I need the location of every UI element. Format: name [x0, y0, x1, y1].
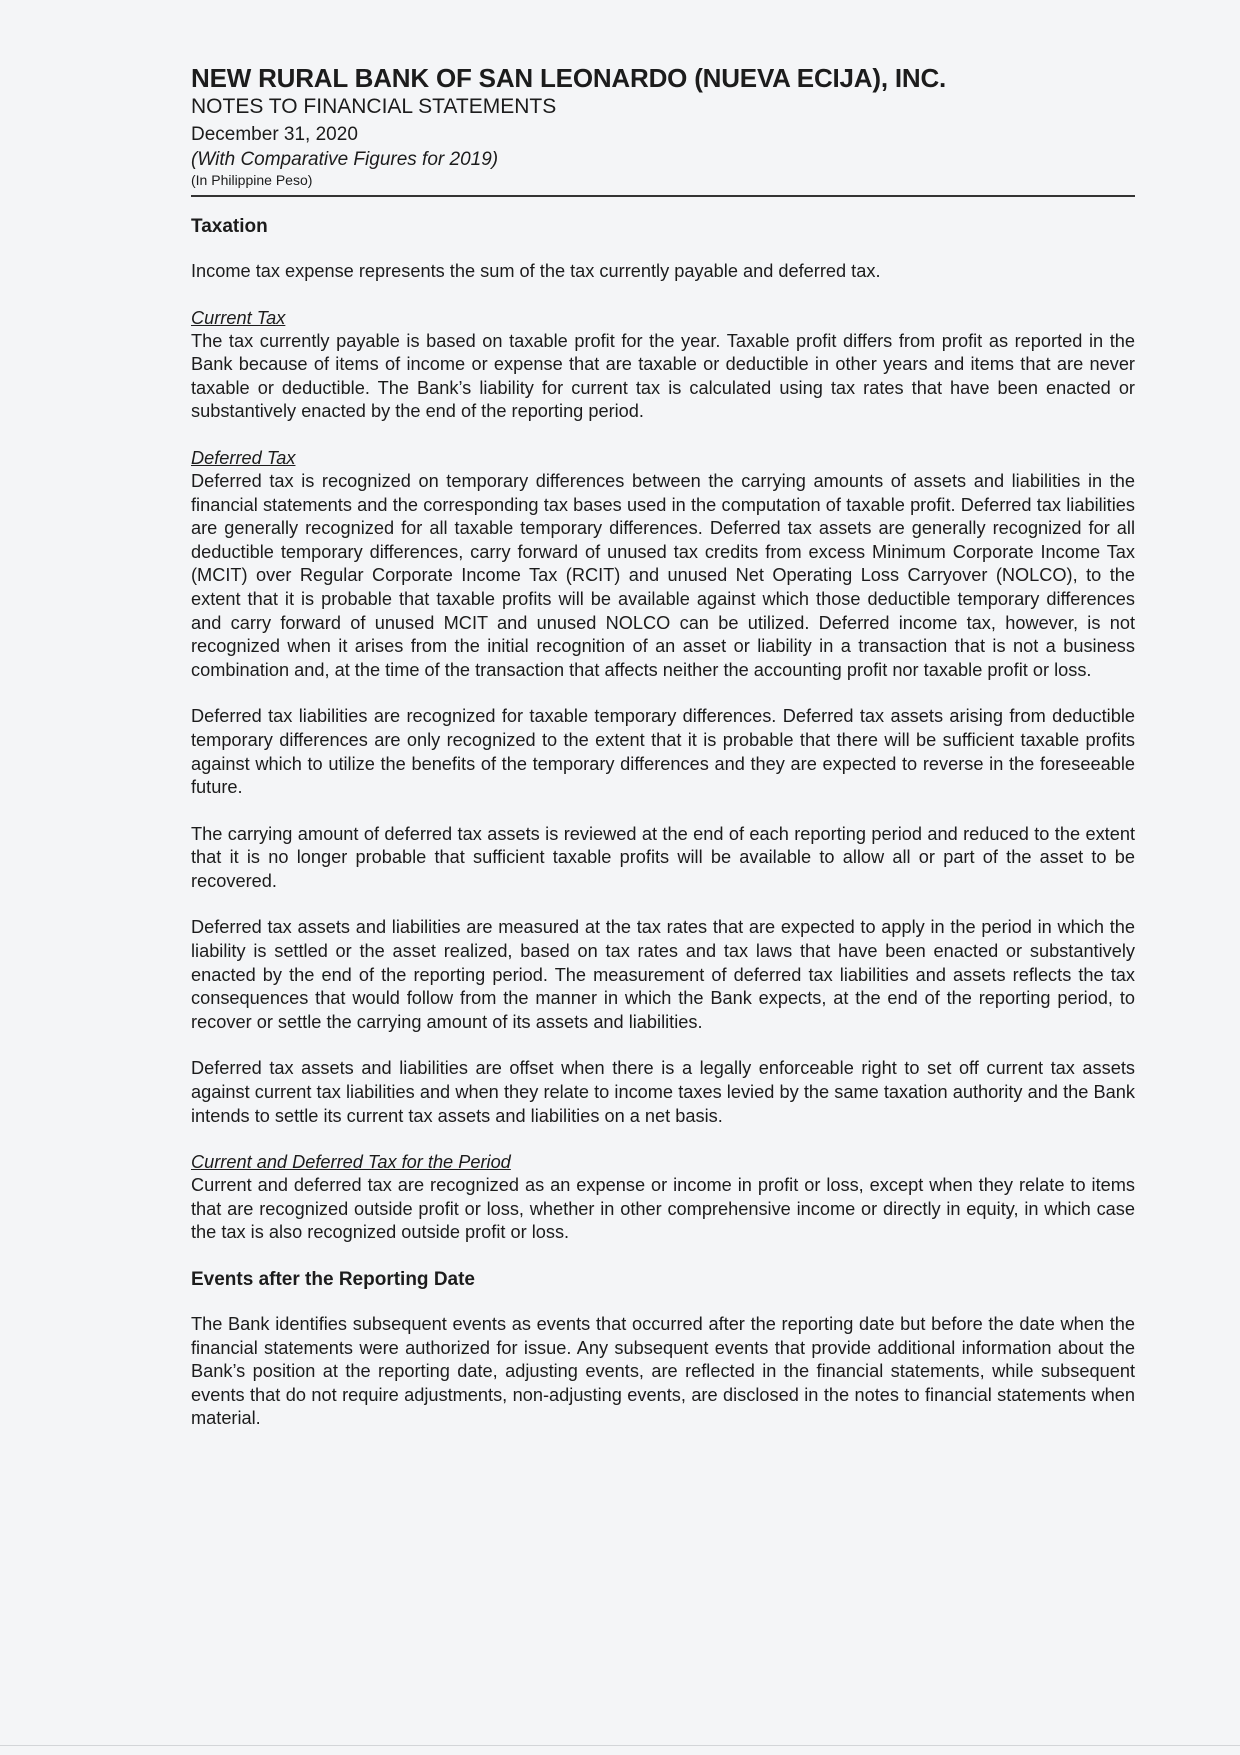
- current-tax-section: [191, 307, 1135, 424]
- subheading-current-tax: Current Tax: [191, 307, 286, 328]
- document-subtitle: NOTES TO FINANCIAL STATEMENTS: [191, 95, 557, 118]
- period-tax-paragraph: Current and deferred tax are recognized as an expense or income in profit or loss, except when they relate to items that are recognized outside profit or loss, whether in other comprehensive income or directly in equity, in which case the tax is also recognized outside profit or loss.: [191, 1175, 1135, 1243]
- statement-date: December 31, 2020: [191, 124, 358, 145]
- document-header: [191, 62, 1136, 189]
- section-heading-taxation: Taxation: [191, 216, 268, 237]
- deferred-tax-paragraph-5: Deferred tax assets and liabilities are offset when there is a legally enforceable right to set off current tax assets against current tax liabilities and when they relate to income taxes levied by the same taxation authority and the Bank intends to settle its current tax assets and liabilities on a net basis.: [191, 1058, 1135, 1126]
- header-divider: [191, 195, 1135, 197]
- subheading-deferred-tax: Deferred Tax: [191, 447, 296, 468]
- deferred-tax-paragraph-2: Deferred tax liabilities are recognized for taxable temporary differences. Deferred tax assets arising from deductible temporary differences are only recognized to the extent that it is probable that there will be sufficient taxable profits against which to utilize the benefits of the temporary differences and they are expected to reverse in the foreseeable future.: [191, 706, 1135, 798]
- current-tax-paragraph: The tax currently payable is based on taxable profit for the year. Taxable profit differs from profit as reported in the Bank because of items of income or expense that are taxable or deductible in other years and items that are never taxable or deductible. The Bank’s liability for current tax is calculated using tax rates that have been enacted or substantively enacted by the end of the reporting period.: [191, 330, 1135, 422]
- events-paragraph: The Bank identifies subsequent events as events that occurred after the reporting date but before the date when the financial statements were authorized for issue. Any subsequent events that provide additional information about the Bank’s position at the reporting date, adjusting events, are reflected in the financial statements, while subsequent events that do not require adjustments, non-adjusting events, are disclosed in the notes to financial statements when material.: [191, 1314, 1135, 1429]
- deferred-tax-paragraph-4: Deferred tax assets and liabilities are measured at the tax rates that are expected to apply in the period in which the liability is settled or the asset realized, based on tax rates and tax laws that have been enacted or substantively enacted by the end of the reporting period. The measurement of deferred tax liabilities and assets reflects the tax consequences that would follow from the manner in which the Bank expects, at the end of the reporting period, to recover or settle the carrying amount of its assets and liabilities.: [191, 917, 1135, 1032]
- document-body: [191, 215, 1135, 1454]
- deferred-tax-section: [191, 447, 1135, 1128]
- currency-note: (In Philippine Peso): [191, 172, 313, 188]
- comparative-note: (With Comparative Figures for 2019): [191, 149, 499, 170]
- company-name: NEW RURAL BANK OF SAN LEONARDO (NUEVA ECIJA), INC.: [191, 63, 947, 93]
- taxation-intro: Income tax expense represents the sum of the tax currently payable and deferred tax.: [191, 261, 881, 281]
- period-tax-section: [191, 1151, 1135, 1245]
- deferred-tax-paragraph-3: The carrying amount of deferred tax assets is reviewed at the end of each reporting period and reduced to the extent that it is no longer probable that sufficient taxable profits will be available to allow all or part of the asset to be recovered.: [191, 823, 1135, 891]
- section-heading-events: Events after the Reporting Date: [191, 1269, 475, 1290]
- subheading-period-tax: Current and Deferred Tax for the Period: [191, 1152, 511, 1173]
- scan-edge-line: [0, 1745, 1240, 1746]
- deferred-tax-paragraph-1: Deferred tax is recognized on temporary differences between the carrying amounts of assets and liabilities in the financial statements and the corresponding tax bases used in the computation of taxable profit. Deferred tax liabilities are generally recognized for all taxable temporary differences. Deferred tax assets are generally recognized for all deductible temporary differences, carry forward of unused tax credits from excess Minimum Corporate Income Tax (MCIT) over Regular Corporate Income Tax (RCIT) and unused Net Operating Loss Carryover (NOLCO), to the extent that it is probable that taxable profits will be available against which those deductible temporary differences and carry forward of unused MCIT and unused NOLCO can be utilized. Deferred income tax, however, is not recognized when it arises from the initial recognition of an asset or liability in a transaction that is not a business combination and, at the time of the transaction that affects neither the accounting profit nor taxable profit or loss.: [191, 470, 1135, 680]
